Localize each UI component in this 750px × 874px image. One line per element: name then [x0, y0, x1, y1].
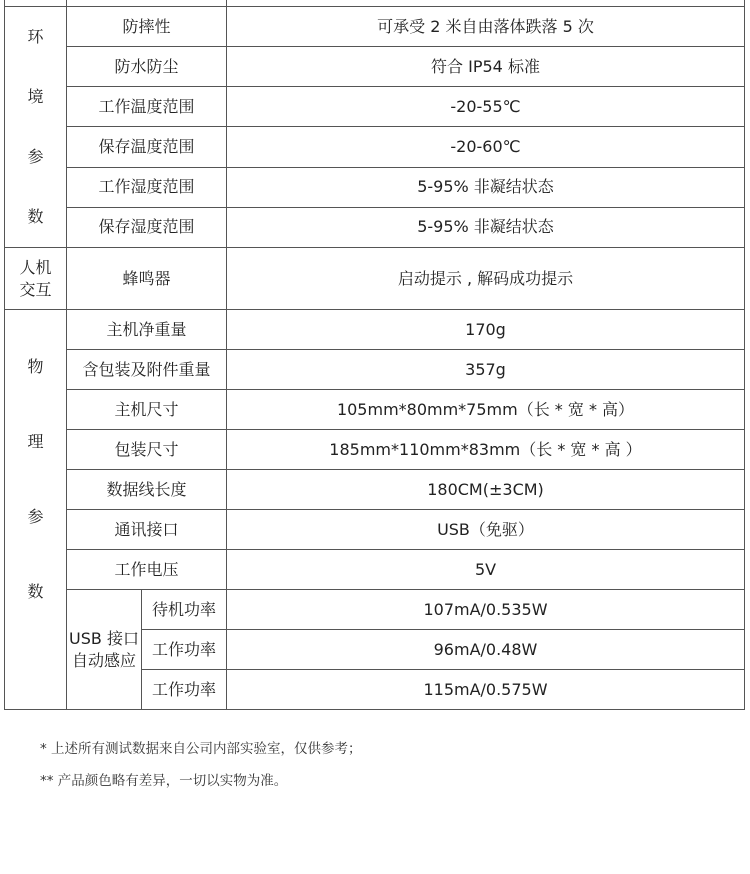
category-char: 理 [27, 432, 44, 451]
param-value: 170g [227, 310, 745, 350]
usb-group-label [67, 590, 142, 710]
param-value: 5-95% 非凝结状态 [227, 207, 745, 247]
table-row [5, 167, 745, 207]
table-row [5, 7, 745, 47]
param-name: 蜂鸣器 [67, 248, 227, 310]
category-char: 参 [27, 147, 44, 166]
param-value: 105mm*80mm*75mm（长 * 宽 * 高） [227, 390, 745, 430]
usb-group-line: 自动感应 [71, 650, 136, 670]
param-name: 工作温度范围 [67, 87, 227, 127]
param-name: 防水防尘 [67, 47, 227, 87]
category-line: 人机 [19, 257, 52, 277]
table-row [5, 310, 745, 350]
param-name: 防摔性 [67, 7, 227, 47]
param-name: 保存温度范围 [67, 127, 227, 167]
param-name: 工作湿度范围 [67, 167, 227, 207]
category-phys [5, 310, 67, 710]
category-line: 交互 [19, 279, 52, 299]
param-name: 主机尺寸 [67, 390, 227, 430]
category-char: 物 [27, 357, 44, 376]
param-value: 185mm*110mm*83mm（长 * 宽 * 高 ） [227, 430, 745, 470]
param-value: 符合 IP54 标准 [227, 47, 745, 87]
param-name: 主机净重量 [67, 310, 227, 350]
table-row [5, 350, 745, 390]
param-value: USB（免驱） [227, 510, 745, 550]
footnotes [40, 738, 362, 802]
footnote: * 上述所有测试数据来自公司内部实验室，仅供参考； [40, 741, 362, 757]
param-name: 通讯接口 [67, 510, 227, 550]
table-row [5, 510, 745, 550]
param-name: 保存湿度范围 [67, 207, 227, 247]
table-row [5, 390, 745, 430]
category-env [5, 7, 67, 248]
table-row [5, 430, 745, 470]
table-row [5, 87, 745, 127]
param-name: 工作功率 [142, 630, 227, 670]
usb-group-line: USB 接口 [69, 628, 139, 648]
param-name: 工作功率 [142, 670, 227, 710]
param-value: 180CM(±3CM) [227, 470, 745, 510]
category-char: 参 [27, 507, 44, 526]
param-value: 115mA/0.575W [227, 670, 745, 710]
category-char: 环 [27, 27, 44, 46]
param-value: 5-95% 非凝结状态 [227, 167, 745, 207]
table-row [5, 248, 745, 310]
table-row [5, 550, 745, 590]
category-char: 数 [27, 582, 44, 601]
category-char: 数 [27, 207, 44, 226]
table-row [5, 47, 745, 87]
param-name: 工作电压 [67, 550, 227, 590]
param-name: 数据线长度 [67, 470, 227, 510]
table-row [5, 207, 745, 247]
param-value: 357g [227, 350, 745, 390]
param-value: 96mA/0.48W [227, 630, 745, 670]
param-value: 启动提示 , 解码成功提示 [227, 248, 745, 310]
param-name: 含包装及附件重量 [67, 350, 227, 390]
param-value: -20-60℃ [227, 127, 745, 167]
category-char: 境 [27, 87, 44, 106]
param-value: 可承受 2 米自由落体跌落 5 次 [227, 7, 745, 47]
param-value: -20-55℃ [227, 87, 745, 127]
param-value: 107mA/0.535W [227, 590, 745, 630]
table-row [5, 590, 745, 630]
spec-table [4, 0, 745, 710]
table-row [5, 470, 745, 510]
param-value: 5V [227, 550, 745, 590]
param-name: 包装尺寸 [67, 430, 227, 470]
table-row [5, 127, 745, 167]
footnote: ** 产品颜色略有差异，一切以实物为准。 [40, 773, 288, 789]
param-name: 待机功率 [142, 590, 227, 630]
category-hmi [5, 248, 67, 310]
